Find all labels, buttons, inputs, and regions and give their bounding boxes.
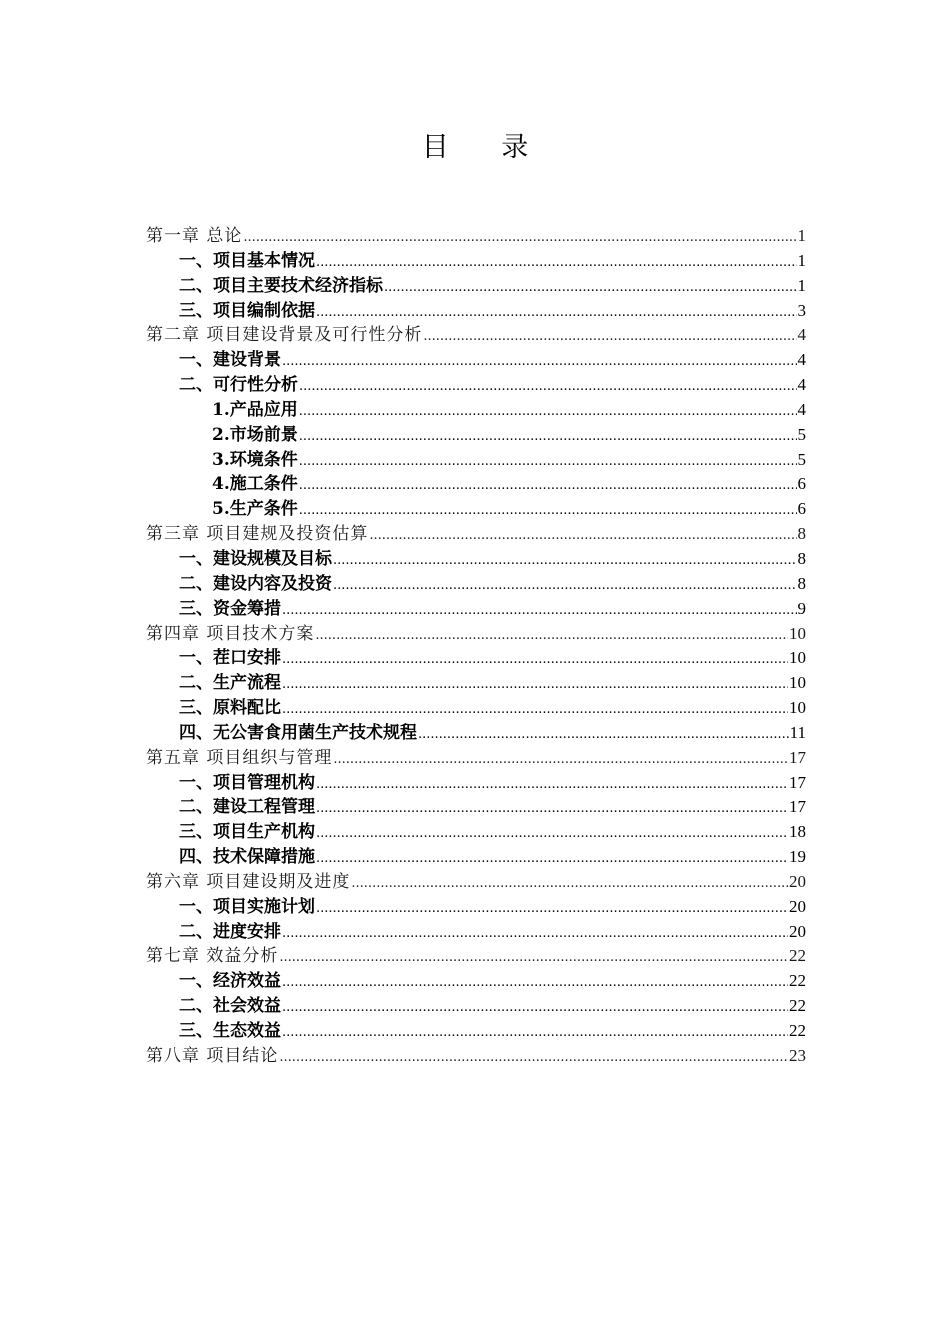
toc-section-entry[interactable] xyxy=(146,572,806,597)
toc-chapter-entry[interactable] xyxy=(146,1044,806,1069)
toc-entry-label: 第五章 项目组织与管理 xyxy=(146,747,333,768)
toc-page-number: 17 xyxy=(789,747,806,767)
toc-entry-label: 三、资金筹措 xyxy=(179,598,281,619)
toc-page-number: 22 xyxy=(789,971,806,991)
toc-page-number: 8 xyxy=(797,524,806,544)
toc-section-entry[interactable] xyxy=(146,771,806,796)
toc-chapter-entry[interactable] xyxy=(146,522,806,547)
toc-section-entry[interactable] xyxy=(146,920,806,945)
toc-page-number: 17 xyxy=(789,772,806,792)
toc-chapter-entry[interactable] xyxy=(146,870,806,895)
toc-entry-label: 三、生态效益 xyxy=(179,1021,281,1041)
toc-section-entry[interactable] xyxy=(146,820,806,845)
toc-section-entry[interactable] xyxy=(146,845,806,870)
toc-page-number: 5 xyxy=(797,449,806,469)
toc-dot-leader xyxy=(316,897,788,922)
toc-section-entry[interactable] xyxy=(146,274,806,299)
toc-entry-label: 二、建设工程管理 xyxy=(179,797,315,818)
toc-entry-label: 二、进度安排 xyxy=(179,921,281,942)
toc-dot-leader xyxy=(316,301,797,326)
toc-entry-label: 第二章 项目建设背景及可行性分析 xyxy=(146,325,423,346)
toc-chapter-entry[interactable] xyxy=(146,746,806,771)
toc-page-number: 22 xyxy=(789,996,806,1016)
toc-dot-leader xyxy=(282,350,797,375)
toc-subsection-entry[interactable] xyxy=(146,472,806,497)
toc-dot-leader xyxy=(243,226,796,251)
toc-dot-leader xyxy=(418,723,789,748)
toc-entry-label: 一、项目实施计划 xyxy=(179,896,315,917)
toc-section-entry[interactable] xyxy=(146,646,806,671)
toc-page-number: 3 xyxy=(797,300,806,320)
toc-section-entry[interactable] xyxy=(146,671,806,696)
toc-section-entry[interactable] xyxy=(146,373,806,398)
toc-page-number: 5 xyxy=(797,424,806,444)
toc-entry-label: 第八章 项目结论 xyxy=(146,1045,279,1066)
toc-page-number: 9 xyxy=(797,598,806,618)
toc-entry-label: 一、经济效益 xyxy=(179,971,281,992)
toc-entry-label: 4.施工条件 xyxy=(212,474,298,495)
toc-dot-leader xyxy=(282,648,788,673)
toc-dot-leader xyxy=(316,251,797,276)
toc-page-number: 1 xyxy=(797,275,806,295)
toc-dot-leader xyxy=(316,847,788,872)
toc-page-number: 8 xyxy=(797,573,806,593)
toc-dot-leader xyxy=(316,822,788,847)
toc-entry-label: 2.市场前景 xyxy=(212,424,298,445)
toc-section-entry[interactable] xyxy=(146,895,806,920)
toc-dot-leader xyxy=(299,499,797,524)
toc-page-number: 4 xyxy=(797,399,806,419)
toc-dot-leader xyxy=(282,599,797,624)
toc-dot-leader xyxy=(299,400,797,425)
toc-entry-label: 第四章 项目技术方案 xyxy=(146,623,315,644)
toc-page-number: 19 xyxy=(789,847,806,867)
toc-dot-leader xyxy=(282,1021,788,1046)
toc-dot-leader xyxy=(282,971,788,996)
toc-entry-label: 一、茬口安排 xyxy=(179,648,281,669)
toc-section-entry[interactable] xyxy=(146,348,806,373)
toc-page-number: 17 xyxy=(789,797,806,817)
toc-dot-leader xyxy=(423,325,796,350)
toc-entry-label: 一、建设背景 xyxy=(179,350,281,371)
toc-entry-label: 三、项目生产机构 xyxy=(179,822,315,843)
toc-entry-label: 一、项目基本情况 xyxy=(179,250,315,271)
toc-page-number: 22 xyxy=(789,946,806,966)
toc-page-number: 23 xyxy=(789,1045,806,1065)
toc-entry-label: 一、项目管理机构 xyxy=(179,772,315,793)
toc-chapter-entry[interactable] xyxy=(146,944,806,969)
toc-entry-label: 3.环境条件 xyxy=(212,449,298,470)
toc-page-number: 6 xyxy=(797,499,806,519)
toc-subsection-entry[interactable] xyxy=(146,398,806,423)
toc-entry-label: 1.产品应用 xyxy=(212,399,298,420)
toc-entry-label: 二、可行性分析 xyxy=(179,375,298,396)
toc-dot-leader xyxy=(316,797,788,822)
toc-page-number: 4 xyxy=(797,350,806,370)
toc-dot-leader xyxy=(299,375,797,400)
toc-entry-label: 第七章 效益分析 xyxy=(146,946,279,967)
toc-section-entry[interactable] xyxy=(146,597,806,622)
toc-page-number: 10 xyxy=(789,648,806,668)
toc-entry-label: 二、建设内容及投资 xyxy=(179,573,332,594)
toc-section-entry[interactable] xyxy=(146,721,806,746)
toc-subsection-entry[interactable] xyxy=(146,448,806,473)
toc-dot-leader xyxy=(333,574,797,599)
toc-entry-label: 四、技术保障措施 xyxy=(179,847,315,868)
toc-entry-label: 三、项目编制依据 xyxy=(179,300,315,321)
toc-dot-leader xyxy=(333,748,788,773)
toc-dot-leader xyxy=(282,996,788,1021)
toc-dot-leader xyxy=(282,922,788,947)
toc-page-number: 4 xyxy=(797,325,806,345)
toc-page-number: 22 xyxy=(789,1021,806,1040)
toc-dot-leader xyxy=(279,946,788,971)
toc-dot-leader xyxy=(351,872,788,897)
toc-subsection-entry[interactable] xyxy=(146,497,806,522)
toc-dot-leader xyxy=(299,425,797,450)
toc-entry-label: 二、项目主要技术经济指标 xyxy=(179,275,383,296)
toc-dot-leader xyxy=(279,1046,788,1071)
table-of-contents xyxy=(146,224,806,1069)
toc-subsection-entry[interactable] xyxy=(146,423,806,448)
toc-section-entry[interactable] xyxy=(146,547,806,572)
toc-entry-label: 5.生产条件 xyxy=(212,499,298,520)
toc-chapter-entry[interactable] xyxy=(146,622,806,647)
toc-entry-label: 第六章 项目建设期及进度 xyxy=(146,871,351,892)
toc-page-number: 10 xyxy=(789,623,806,643)
toc-chapter-entry[interactable] xyxy=(146,323,806,348)
toc-section-entry[interactable] xyxy=(146,969,806,994)
toc-page-number: 20 xyxy=(789,896,806,916)
toc-dot-leader xyxy=(282,673,788,698)
toc-entry-label: 四、无公害食用菌生产技术规程 xyxy=(179,722,417,743)
toc-entry-label: 第三章 项目建规及投资估算 xyxy=(146,524,369,545)
toc-page-number: 8 xyxy=(797,548,806,568)
toc-section-entry[interactable] xyxy=(146,696,806,721)
toc-page-number: 1 xyxy=(797,250,806,270)
toc-chapter-entry[interactable] xyxy=(146,224,806,249)
toc-entry-label: 二、社会效益 xyxy=(179,996,281,1017)
toc-dot-leader xyxy=(316,773,788,798)
toc-page-number: 11 xyxy=(789,722,806,742)
toc-page-number: 4 xyxy=(797,375,806,395)
toc-dot-leader xyxy=(384,276,797,301)
toc-entry-label: 第一章 总论 xyxy=(146,226,243,246)
toc-page-number: 18 xyxy=(789,822,806,842)
toc-entry-label: 三、原料配比 xyxy=(179,698,281,719)
toc-section-entry[interactable] xyxy=(146,1019,806,1044)
toc-page-number: 20 xyxy=(789,921,806,941)
toc-dot-leader xyxy=(299,450,797,475)
toc-dot-leader xyxy=(282,698,788,723)
toc-dot-leader xyxy=(369,524,796,549)
toc-page-number: 10 xyxy=(789,673,806,693)
toc-dot-leader xyxy=(315,624,788,649)
toc-section-entry[interactable] xyxy=(146,994,806,1019)
toc-entry-label: 二、生产流程 xyxy=(179,673,281,694)
toc-section-entry[interactable] xyxy=(146,299,806,324)
toc-page-number: 20 xyxy=(789,871,806,891)
toc-dot-leader xyxy=(333,549,797,574)
toc-section-entry[interactable] xyxy=(146,795,806,820)
toc-page-number: 10 xyxy=(789,698,806,718)
toc-section-entry[interactable] xyxy=(146,249,806,274)
toc-page-number: 1 xyxy=(797,226,806,245)
toc-entry-label: 一、建设规模及目标 xyxy=(179,548,332,569)
toc-dot-leader xyxy=(299,474,797,499)
toc-page-number: 6 xyxy=(797,474,806,494)
document-title: 目 录 xyxy=(421,132,551,163)
